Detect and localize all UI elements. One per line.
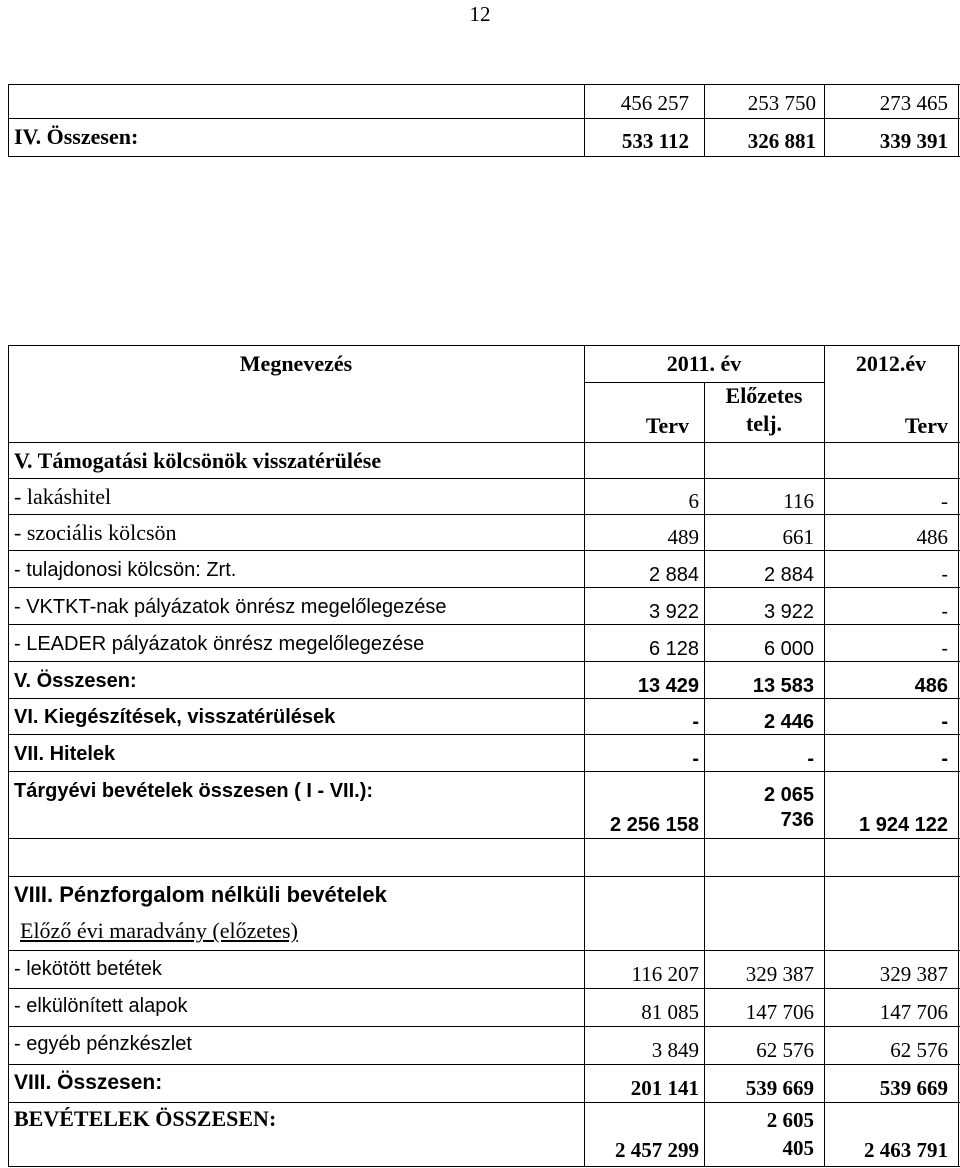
table-border — [8, 988, 960, 989]
table-border — [8, 876, 960, 877]
column-header-terv: Terv — [645, 413, 689, 438]
row-label: IV. Összesen: — [14, 124, 139, 149]
column-header-year-2011: 2011. év — [666, 351, 742, 376]
column-header-name: Megnevezés — [239, 351, 353, 376]
value-cell: 486 — [916, 525, 948, 549]
value-cell: 326 881 — [747, 129, 816, 153]
row-label: - szociális kölcsön — [14, 520, 177, 545]
value-cell: 147 706 — [879, 1000, 948, 1024]
table-border — [8, 771, 960, 772]
table-border — [8, 624, 960, 625]
value-cell: 533 112 — [621, 129, 689, 153]
value-cell: 3 849 — [651, 1038, 699, 1062]
value-cell: 736 — [780, 809, 814, 831]
value-cell: 2 256 158 — [610, 814, 699, 836]
value-cell: 116 207 — [631, 962, 699, 986]
row-label: - lakáshitel — [14, 484, 112, 509]
value-cell: 6 000 — [763, 638, 814, 660]
table-border — [8, 345, 9, 1166]
column-header-terv-2012: Terv — [904, 413, 948, 438]
value-cell: - — [941, 601, 948, 623]
table-border — [8, 514, 960, 515]
value-cell: 1 924 122 — [859, 814, 948, 836]
column-header-elozetes: Előzetes — [725, 383, 803, 408]
value-cell: 13 429 — [637, 675, 699, 697]
row-label: VI. Kiegészítések, visszatérülések — [14, 706, 336, 728]
row-label: - elkülönített alapok — [14, 995, 188, 1017]
row-label: - LEADER pályázatok önrész megelőlegezése — [14, 633, 425, 655]
table-border — [8, 345, 960, 346]
value-cell: 6 — [688, 489, 699, 513]
value-cell: 2 446 — [763, 711, 814, 733]
table-border — [8, 1102, 960, 1103]
value-cell: - — [941, 638, 948, 660]
row-label: - tulajdonosi kölcsön: Zrt. — [14, 559, 237, 581]
value-cell: 456 257 — [620, 91, 689, 115]
table-border — [8, 84, 960, 85]
row-label: BEVÉTELEK ÖSSZESEN: — [14, 1106, 277, 1131]
value-cell: 405 — [782, 1136, 814, 1160]
row-label: VII. Hitelek — [14, 743, 116, 765]
value-cell: 3 922 — [763, 601, 814, 623]
value-cell: 2 605 — [766, 1108, 814, 1132]
row-label: - egyéb pénzkészlet — [14, 1033, 192, 1055]
value-cell: 253 750 — [747, 91, 816, 115]
value-cell: 539 669 — [879, 1076, 948, 1100]
table-border — [958, 345, 959, 1166]
table-border — [8, 1026, 960, 1027]
value-cell: - — [692, 711, 699, 733]
value-cell: 489 — [667, 525, 699, 549]
value-cell: 329 387 — [879, 962, 948, 986]
table-border — [8, 838, 960, 839]
value-cell: 2 457 299 — [615, 1138, 699, 1162]
value-cell: 2 884 — [763, 564, 814, 586]
column-header-telj: telj. — [745, 411, 783, 436]
value-cell: 339 391 — [879, 129, 948, 153]
value-cell: 2 463 791 — [864, 1138, 948, 1162]
value-cell: - — [807, 748, 814, 770]
value-cell: - — [692, 748, 699, 770]
row-label: - lekötött betétek — [14, 958, 162, 980]
value-cell: 273 465 — [879, 91, 948, 115]
table-border — [8, 84, 9, 156]
row-label: Tárgyévi bevételek összesen ( I - VII.): — [14, 780, 374, 802]
value-cell: 2 884 — [648, 564, 699, 586]
section-title: V. Támogatási kölcsönök visszatérülése — [14, 448, 382, 473]
table-border — [8, 550, 960, 551]
table-border — [8, 587, 960, 588]
value-cell: 62 576 — [890, 1038, 948, 1062]
row-label: - VKTKT-nak pályázatok önrész megelőlegezése — [14, 596, 447, 618]
table-border — [8, 698, 960, 699]
table-border — [8, 950, 960, 951]
value-cell: 539 669 — [745, 1076, 814, 1100]
value-cell: 147 706 — [745, 1000, 814, 1024]
value-cell: - — [941, 564, 948, 586]
page-number: 12 — [469, 2, 491, 26]
value-cell: 13 583 — [752, 675, 814, 697]
value-cell: - — [941, 748, 948, 770]
value-cell: 201 141 — [630, 1076, 699, 1100]
value-cell: - — [941, 489, 948, 513]
table-border — [8, 478, 960, 479]
table-border — [958, 84, 959, 156]
value-cell: 3 922 — [648, 601, 699, 623]
table-border — [8, 1064, 960, 1065]
value-cell: 81 085 — [641, 1000, 699, 1024]
table-border — [8, 442, 960, 443]
row-label: V. Összesen: — [14, 670, 137, 692]
value-cell: 116 — [783, 489, 814, 513]
section-title: VIII. Pénzforgalom nélküli bevételek — [14, 882, 387, 907]
table-border — [8, 734, 960, 735]
value-cell: 486 — [914, 675, 948, 697]
row-label: VIII. Összesen: — [14, 1071, 163, 1094]
table-border — [8, 156, 960, 157]
table-border — [8, 118, 960, 119]
value-cell: 329 387 — [745, 962, 814, 986]
table-border — [8, 661, 960, 662]
value-cell: 2 065 — [763, 784, 814, 806]
table-border — [8, 1166, 960, 1167]
column-header-year-2012: 2012.év — [855, 351, 927, 376]
value-cell: 661 — [782, 525, 814, 549]
value-cell: - — [941, 711, 948, 733]
section-subtitle: Előző évi maradvány (előzetes) — [20, 918, 298, 943]
value-cell: 62 576 — [756, 1038, 814, 1062]
value-cell: 6 128 — [648, 638, 699, 660]
